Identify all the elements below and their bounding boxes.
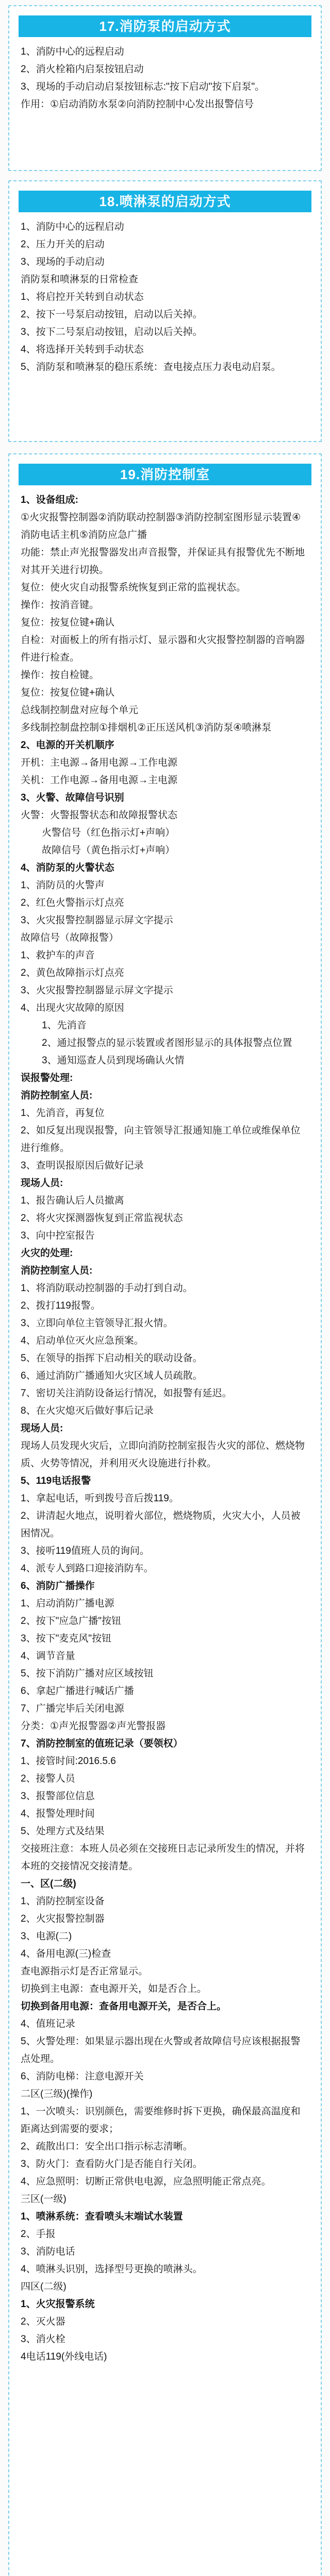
text-line: 2、按下一号泵启动按钮，启动以后关掉。 [21, 309, 203, 320]
text-line: 5、在领导的指挥下启动相关的联动设备。 [21, 1353, 203, 1364]
text-line: 1、将消防联动控制器的手动打到自动。 [21, 1283, 193, 1294]
text-line: 7、广播完毕后关闭电源 [21, 1703, 124, 1714]
text-line: 3、电源(二) [21, 1931, 72, 1942]
text-line: 1、消防员的火警声 [21, 880, 105, 891]
text-line: 4、派专人到路口迎接消防车。 [21, 1563, 154, 1574]
text-line: 2、将火灾探测器恢复到正常监视状态 [21, 1213, 183, 1224]
text-line: 二区(三级)(操作) [21, 2089, 93, 2099]
text-line: 3、消火栓 [21, 2334, 65, 2345]
text-line: 1、先消音 [32, 1020, 87, 1031]
text-line: 操作：按消音键。 [21, 600, 100, 611]
text-line: 3、现场的手动启动 [21, 257, 105, 267]
text-line: 四区(二级) [21, 2281, 67, 2292]
text-line: 关机：工作电源→备用电源→主电源 [21, 775, 178, 786]
text-line: 3、防火门：查看防火门是否能自行关闭。 [21, 2159, 203, 2170]
text-line: 开机：主电源→备用电源→工作电源 [21, 757, 178, 768]
text-line: 1、消防中心的远程启动 [21, 46, 124, 57]
text-line: 4、调节音量 [21, 1651, 75, 1662]
text-line: 5、按下消防广播对应区域按钮 [21, 1668, 154, 1679]
text-line: 1、救护车的声音 [21, 950, 95, 961]
text-line: 4、启动单位灭火应急预案。 [21, 1335, 144, 1346]
text-line: 总线制控制盘对应每个单元 [21, 705, 139, 716]
text-line: 5、处理方式及结果 [21, 1826, 105, 1837]
section-card-18 [8, 180, 322, 442]
text-line: 1、消防控制室设备 [21, 1896, 105, 1907]
text-line: 8、在火灾熄灭后做好事后记录 [21, 1405, 154, 1416]
text-line: 2、疏散出口：安全出口指示标志清晰。 [21, 2141, 193, 2152]
text-line: 3、向中控室报告 [21, 1230, 95, 1241]
text-line: 6、通过消防广播通知火灾区域人员疏散。 [21, 1370, 203, 1381]
section-title: 18.喷淋泵的启动方式 [19, 191, 311, 212]
text-line: ①火灾报警控制器②消防联动控制器③消防控制室图形显示装置④消防电话主机⑤消防应急广播 [21, 512, 301, 540]
text-line: 3、现场的手动启动启泵按钮标志:"按下启动"按下启泵"。 [21, 81, 265, 92]
text-line: 3、按下"麦克风"按钮 [21, 1633, 112, 1644]
text-line: 2、接警人员 [21, 1773, 75, 1784]
text-line: 操作：按自检键。 [21, 670, 100, 681]
text-line: 3、报警部位信息 [21, 1791, 95, 1802]
text-line: 消防控制室人员: [21, 1265, 93, 1276]
text-line: 多线制控制盘控制①排烟机②正压送风机③消防泵④喷淋泵 [21, 722, 272, 733]
text-line: 4、消防泵的火警状态 [21, 862, 114, 873]
text-line: 5、火警处理：如果显示器出现在火警或者故障信号应该根据报警点处理。 [21, 2036, 301, 2064]
text-line: 7、消防控制室的值班记录（要领权） [21, 1738, 183, 1749]
text-line: 5、消防泵和喷淋泵的稳压系统：查电接点压力表电动启泵。 [21, 362, 281, 372]
text-line: 3、查明误报原因后做好记录 [21, 1160, 144, 1171]
text-line: 故障信号（故障报警） [21, 933, 119, 943]
text-line: 3、火灾报警控制器显示屏文字提示 [21, 915, 173, 926]
text-line: 7、密切关注消防设备运行情况，如报警有延迟。 [21, 1388, 232, 1399]
text-line: 切换到备用电源：查备用电源开关，是否合上。 [21, 2001, 227, 2012]
text-line: 1、启动消防广播电源 [21, 1598, 114, 1609]
text-line: 1、拿起电话，听到拨号音后拨119。 [21, 1493, 179, 1504]
text-line: 交接班注意：本班人员必须在交接班日志记录所发生的情况，并将本班的交接情况交接清楚。 [21, 1843, 305, 1872]
text-line: 6、消防广播操作 [21, 1581, 95, 1591]
text-line: 现场人员发现火灾后，立即向消防控制室报告火灾的部位、燃烧物质、火势等情况，并利用灭火设施进行扑救。 [21, 1440, 305, 1469]
text-line: 1、喷淋系统：查看喷头末端试水装置 [21, 2211, 183, 2222]
text-line: 切换到主电源：查电源开关，如是否合上。 [21, 1984, 207, 1994]
text-line: 分类：①声光报警器②声光警报器 [21, 1721, 166, 1732]
text-line: 2、红色火警指示灯点亮 [21, 897, 124, 908]
section-card-17 [8, 5, 322, 171]
section-title: 17.消防泵的启动方式 [19, 15, 311, 37]
text-line: 火警：火警报警状态和故障报警状态 [21, 810, 178, 821]
text-line: 现场人员: [21, 1178, 63, 1189]
text-line: 1、设备组成: [21, 495, 78, 505]
text-line: 5、119电话报警 [21, 1476, 91, 1486]
text-line: 1、火灾报警系统 [21, 2299, 95, 2310]
text-line: 2、讲清起火地点，说明着火部位，燃烧物质，火灾大小，人员被困情况。 [21, 1511, 301, 1539]
text-line: 火灾的处理: [21, 1248, 73, 1259]
text-line: 2、压力开关的启动 [21, 239, 105, 250]
text-line: 3、火警、故障信号识别 [21, 792, 124, 803]
text-line: 复位：使火灾自动报警系统恢复到正常的监视状态。 [21, 582, 246, 593]
text-line: 2、拨打119报警。 [21, 1300, 101, 1311]
section-title: 19.消防控制室 [19, 464, 311, 485]
text-line: 误报警处理: [21, 1073, 73, 1083]
text-line: 2、如反复出现误报警，向主管领导汇报通知施工单位或维保单位进行维修。 [21, 1125, 301, 1154]
text-line: 复位：按复位键+确认 [21, 617, 115, 628]
text-line: 4、值班记录 [21, 2019, 75, 2029]
text-line: 自检：对面板上的所有指示灯、显示器和火灾报警控制器的音响器件进行检查。 [21, 635, 305, 663]
text-line: 1、一次喷头：识别颜色，需要维修时拆下更换，确保最高温度和距离达到需要的要求； [21, 2106, 301, 2134]
text-line: 一、区(二级) [21, 1878, 76, 1889]
text-line: 6、消防电梯：注意电源开关 [21, 2071, 144, 2082]
text-line: 2、通过报警点的显示装置或者图形显示的具体报警点位置 [32, 1038, 292, 1048]
text-line: 1、消防中心的远程启动 [21, 222, 124, 232]
text-line: 2、灭火器 [21, 2316, 65, 2327]
text-line: 消防泵和喷淋泵的日常检查 [21, 274, 139, 285]
text-line: 4电话119(外线电话) [21, 2351, 107, 2362]
text-line: 故障信号（黄色指示灯+声响） [32, 845, 175, 856]
text-line: 1、将启控开关转到自动状态 [21, 292, 144, 302]
text-line: 3、通知巡查人员到现场确认火情 [32, 1055, 185, 1066]
text-line: 三区(一级) [21, 2194, 67, 2205]
text-line: 2、消火栓箱内启泵按钮启动 [21, 64, 144, 75]
text-line: 4、报警处理时间 [21, 1808, 95, 1819]
text-line: 4、出现火灾故障的原因 [21, 1003, 124, 1013]
text-line: 3、火灾报警控制器显示屏文字提示 [21, 985, 173, 996]
text-line: 作用：①启动消防水泵②向消防控制中心发出报警信号 [21, 99, 254, 110]
text-line: 4、应急照明：切断正常供电电源，应急照明能正常点亮。 [21, 2176, 271, 2187]
text-line: 火警信号（红色指示灯+声响） [32, 827, 175, 838]
text-line: 功能：禁止声光报警器发出声音报警，并保证具有报警优先不断地对其开关进行切换。 [21, 547, 305, 575]
text-line: 3、消防电话 [21, 2246, 75, 2257]
text-line: 1、接管时间:2016.5.6 [21, 1756, 116, 1767]
text-line: 3、接听119值班人员的询问。 [21, 1546, 150, 1556]
text-line: 1、报告确认后人员撤离 [21, 1195, 124, 1206]
text-line: 2、电源的开关机顺序 [21, 740, 114, 751]
text-line: 2、手报 [21, 2229, 56, 2240]
text-line: 消防控制室人员: [21, 1090, 93, 1101]
text-line: 3、按下二号泵启动按钮，启动以后关掉。 [21, 327, 203, 337]
text-line: 2、火灾报警控制器 [21, 1913, 105, 1924]
text-line: 4、将选择开关转到手动状态 [21, 344, 144, 355]
text-line: 3、立即向单位主管领导汇报火情。 [21, 1318, 173, 1329]
text-line: 复位：按复位键+确认 [21, 687, 115, 698]
text-line: 查电源指示灯是否正常显示。 [21, 1966, 148, 1977]
text-line: 6、拿起广播进行喊话广播 [21, 1686, 134, 1697]
text-line: 4、喷淋头识别，选择型号更换的喷淋头。 [21, 2264, 203, 2275]
text-line: 2、黄色故障指示灯点亮 [21, 968, 124, 978]
section-card-19 [8, 453, 322, 2576]
text-line: 1、先消音，再复位 [21, 1108, 105, 1118]
text-line: 现场人员: [21, 1423, 63, 1434]
text-line: 2、按下"应急广播"按钮 [21, 1616, 122, 1626]
text-line: 4、备用电源(三)检查 [21, 1948, 111, 1959]
